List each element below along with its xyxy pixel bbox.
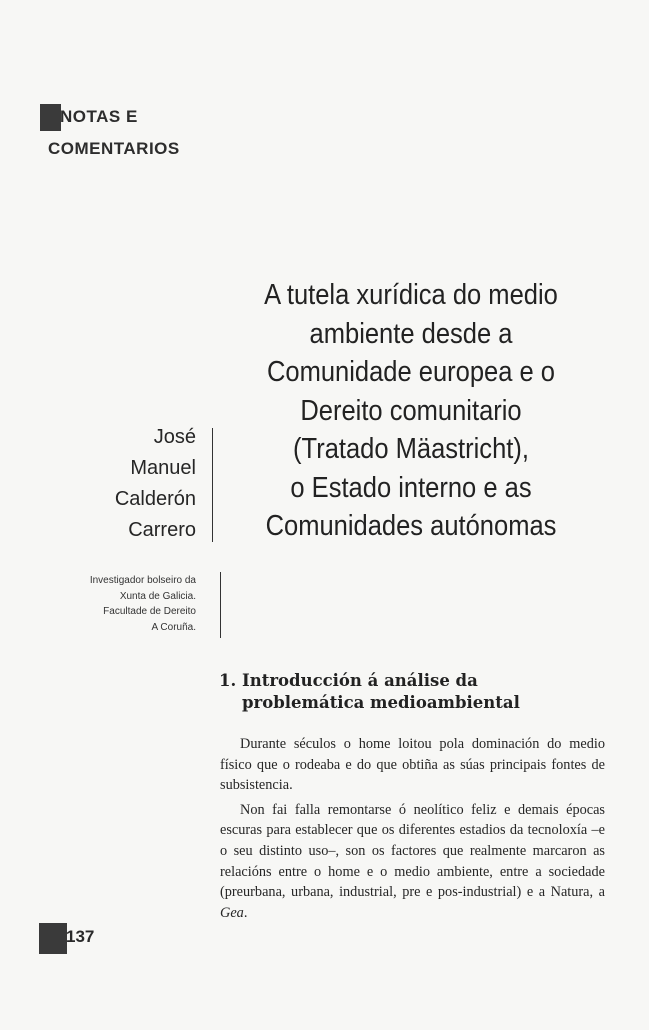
section-heading xyxy=(219,670,599,714)
affiliation-line: Xunta de Galicia. xyxy=(119,590,196,602)
paragraph: Durante séculos o home loitou pola dominación do medio físico que o rodeaba e do que obtiña as súas principais fontes de subsistencia. xyxy=(220,736,605,794)
section-number: 1. xyxy=(219,671,237,690)
article-title xyxy=(245,276,578,546)
author-name xyxy=(115,422,206,546)
author-divider xyxy=(212,428,213,542)
title-line: A tutela xurídica do medio xyxy=(264,279,558,311)
page-number: 137 xyxy=(66,927,95,946)
section-heading-line2: problemática medioambiental xyxy=(242,693,520,712)
affiliation-divider xyxy=(220,572,221,638)
paragraph-end: . xyxy=(243,904,248,921)
page-number-marker xyxy=(39,923,67,954)
paragraph xyxy=(220,800,605,924)
paragraph-text: Non fai falla remontarse ó neolítico feliz e demais épocas escuras para establecer que os diferentes estadios da tecnoloxía –e o seu distinto uso–, son os factores que realmente marcaron as relacións entre o home e o medio ambiente, entre a sociedade (preurbana, urbana, industrial, pre e pos-industrial) e a Natura, a xyxy=(220,801,605,901)
author-line: Manuel xyxy=(130,457,196,479)
author-line: José xyxy=(153,426,196,448)
title-line: Comunidade europea e o xyxy=(266,356,556,388)
author-line: Calderón xyxy=(114,488,196,510)
title-line: (Tratado Mäastricht), xyxy=(293,433,529,465)
section-title-line1: NOTAS E xyxy=(60,107,138,126)
title-line: Dereito comunitario xyxy=(300,394,522,427)
body-text xyxy=(220,734,605,927)
section-heading-line1: Introducción á análise da xyxy=(242,671,478,690)
section-title-line2: COMENTARIOS xyxy=(48,139,180,158)
section-marker-block xyxy=(40,104,61,131)
author-line: Carrero xyxy=(128,519,196,541)
author-affiliation xyxy=(90,573,206,635)
affiliation-line: A Coruña. xyxy=(151,621,196,633)
title-line: o Estado interno e as xyxy=(290,471,532,504)
title-line: ambiente desde a xyxy=(309,317,513,350)
affiliation-line: Facultade de Dereito xyxy=(103,606,196,617)
title-line: Comunidades autónomas xyxy=(265,510,557,542)
emphasis-text: Gea xyxy=(220,904,244,921)
affiliation-line: Investigador bolseiro da xyxy=(89,575,196,586)
